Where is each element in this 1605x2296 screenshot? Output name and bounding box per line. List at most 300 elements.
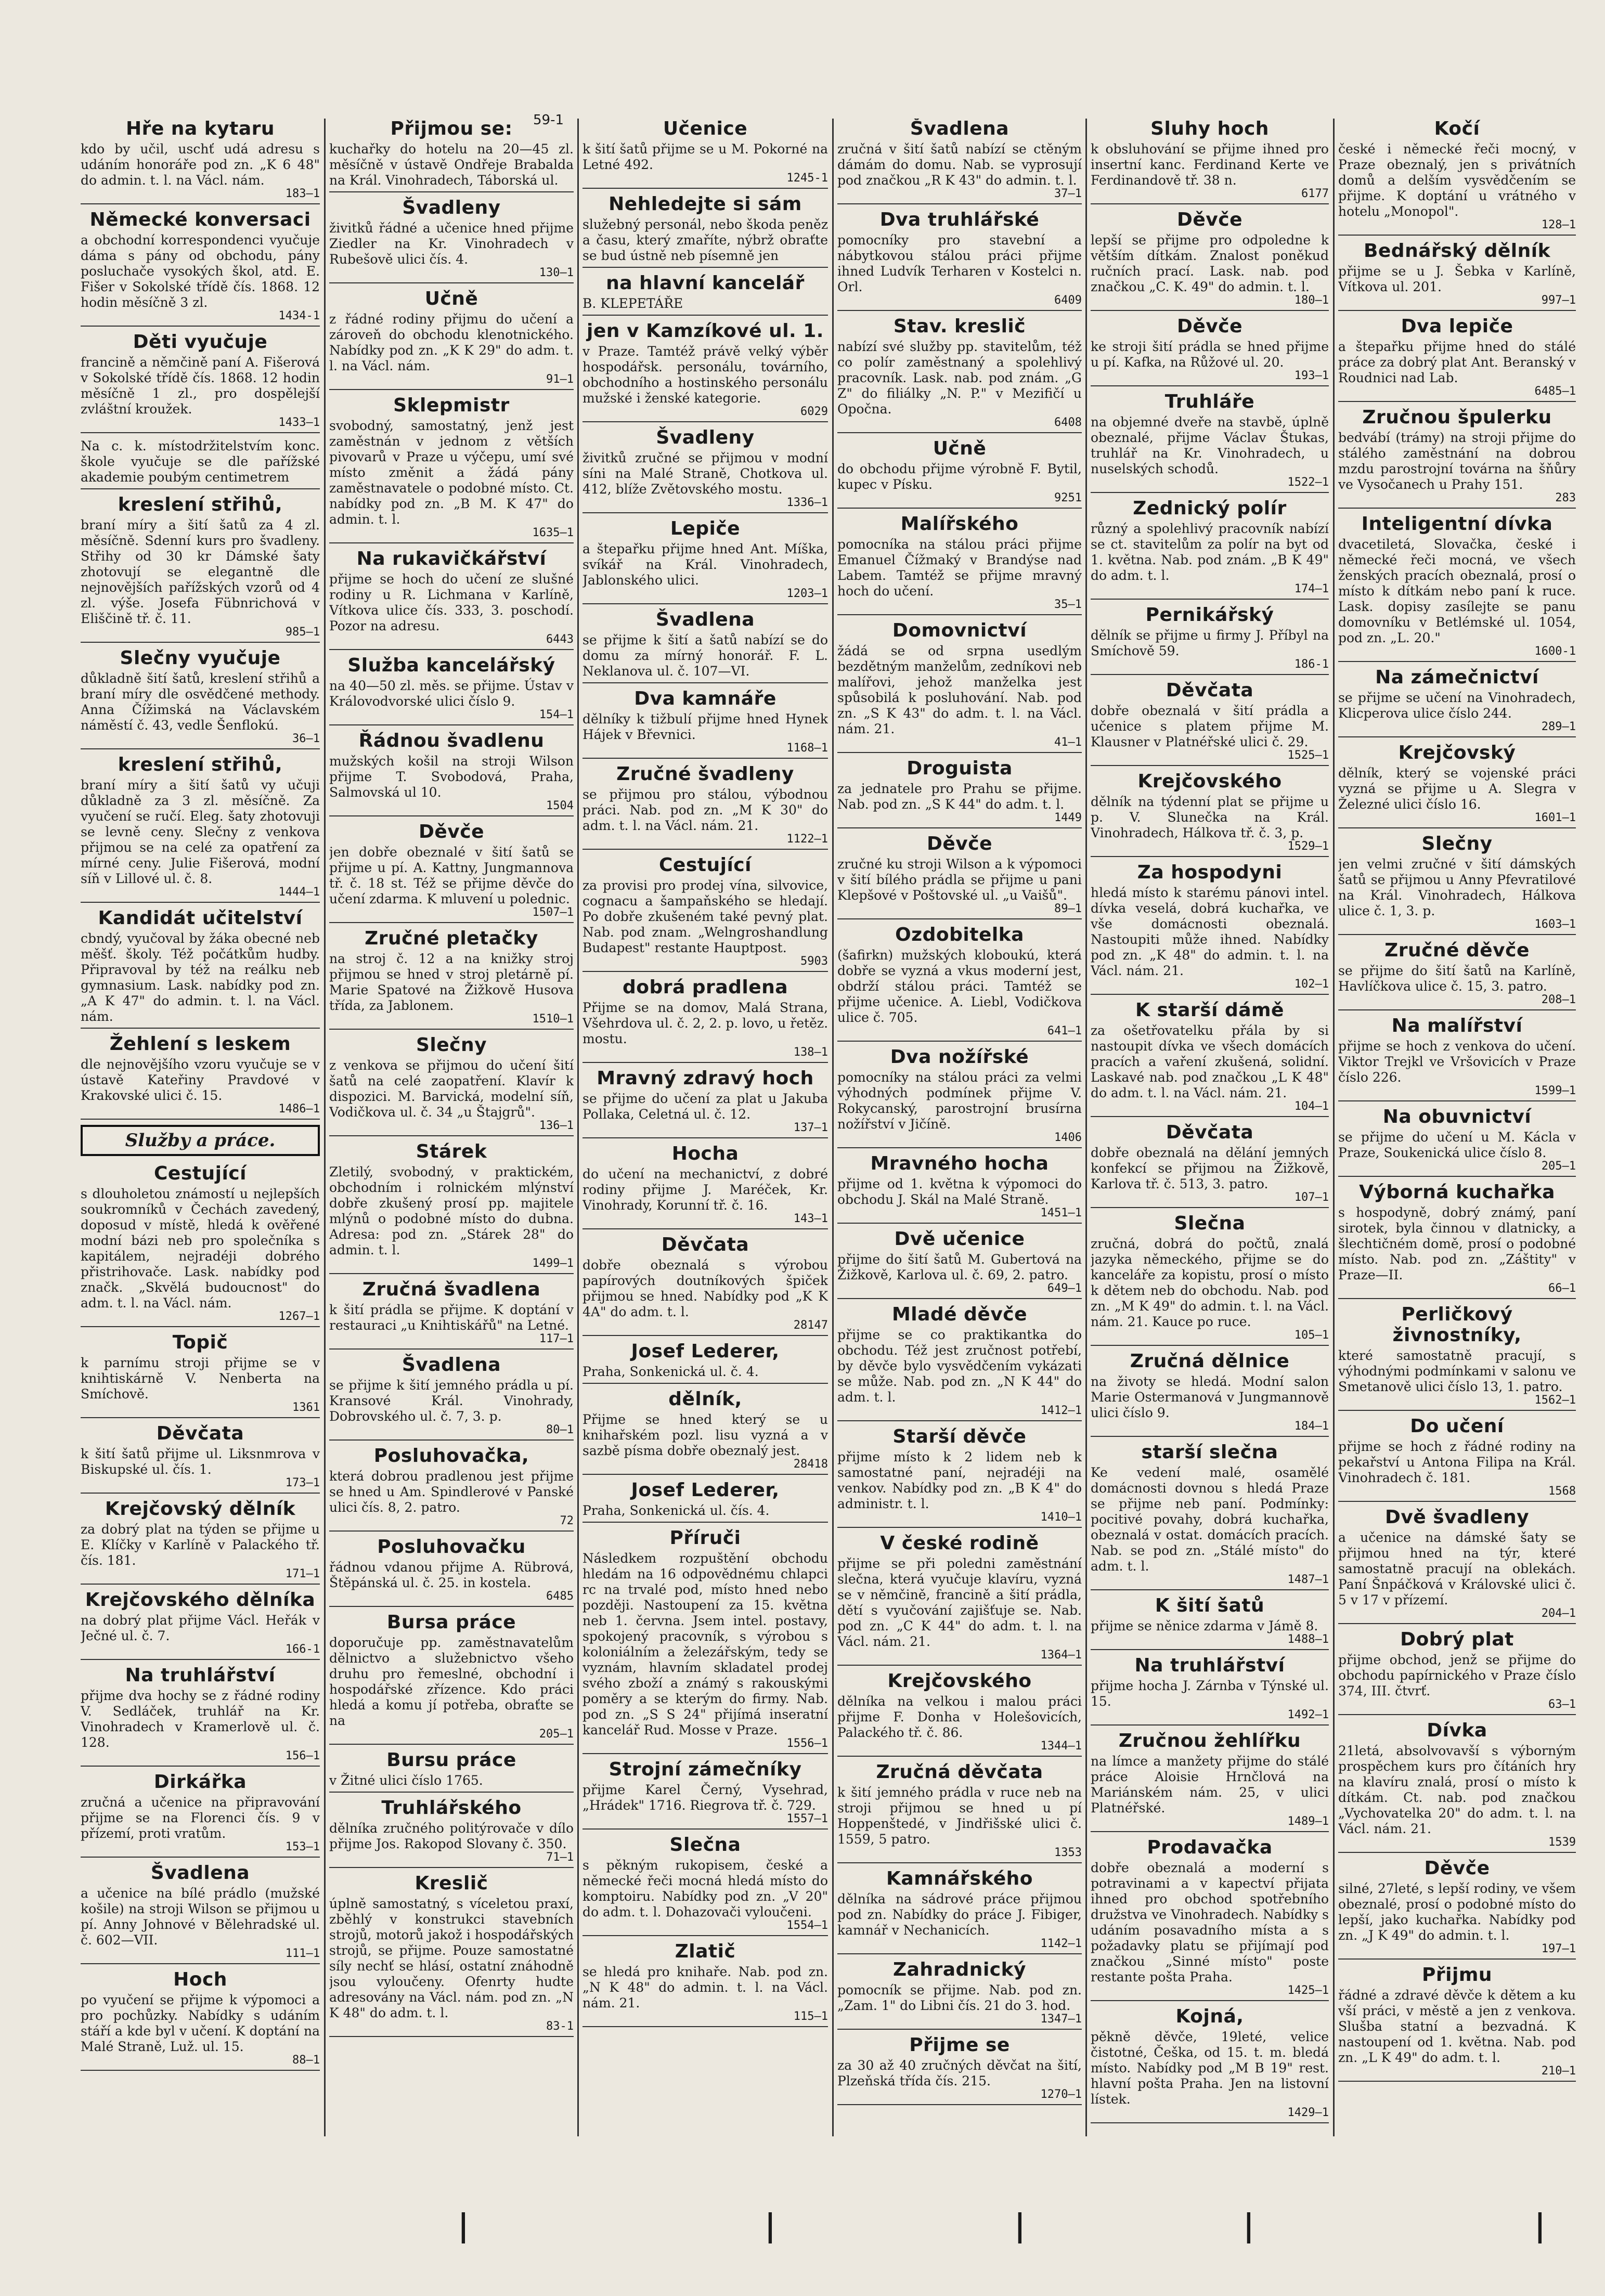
ad-title: Bursu práce (386, 1749, 516, 1771)
classified-ad (329, 1141, 574, 1274)
classified-ad (1338, 667, 1576, 737)
ad-code: 1562—1 (1534, 1394, 1576, 1407)
ad-separator (837, 1756, 1082, 1757)
ad-body: Na c. k. místodržitelstvím konc. škole vyučuje se dle pařížské akademie poubým centimetrem (81, 438, 320, 485)
ad-code: 1557—1 (786, 1812, 828, 1825)
column-4 (837, 119, 1082, 2136)
ad-body: přijme se u J. Šebka v Karlíně, Vítkova ul. 201. (1338, 264, 1576, 294)
ad-code: 1449 (1054, 811, 1082, 824)
bottom-mark: | (1243, 2208, 1254, 2244)
ad-code: 1270—1 (1040, 2088, 1082, 2101)
ad-separator (1338, 1298, 1576, 1299)
ad-code: 72 (560, 1514, 574, 1527)
ad-title: Sklepmistr (393, 395, 510, 416)
ad-title: Německé konversaci (89, 209, 311, 230)
classified-ad (1091, 316, 1329, 386)
ad-title: Dobrý plat (1400, 1629, 1514, 1650)
ad-separator (81, 1584, 320, 1585)
ad-body: s dlouholetou známostí u nejlepších soukromníků v Čechách zavedený, doposud v místě, hledá k ověřené modní bázi neb pro společníka s kapitálem, nejradéji dobrého přistrihovače. Lask. nabídky pod značk. „Skvělá budoucnost" do adm. t. l. na Václ. nám. (81, 1186, 320, 1311)
ad-separator (837, 1953, 1082, 1954)
ad-title: Hocha (671, 1143, 739, 1164)
ad-title: Na zámečnictví (1375, 667, 1539, 688)
ad-separator (1338, 1009, 1576, 1010)
ad-separator (583, 315, 828, 316)
ad-body: dle nejnovějšího vzoru vyučuje se v ústavě Kateřiny Pravdové v Krakovské ulici č. 15. (81, 1057, 320, 1103)
ad-title: Na truhlářství (125, 1665, 276, 1686)
ad-title: Krejčovského (1137, 771, 1282, 792)
ad-separator (1338, 508, 1576, 509)
classified-ad (1091, 605, 1329, 675)
ad-separator (1091, 1589, 1329, 1590)
classified-ad (81, 1665, 320, 1767)
ad-title: Kreslič (415, 1873, 488, 1894)
classified-ad (1091, 1122, 1329, 1208)
ad-title: Pernikářský (1145, 604, 1274, 626)
classified-ad (1338, 1416, 1576, 1502)
ad-title: Nehledejte si sám (609, 193, 802, 215)
ad-code: 183—1 (285, 187, 320, 200)
classified-ad (1338, 940, 1576, 1010)
ad-title: Krejčovského (887, 1670, 1032, 1692)
ad-title: Mladé děvče (891, 1304, 1028, 1325)
ad-title: Děvčata (1166, 680, 1254, 701)
ad-code: 1554—1 (786, 1919, 828, 1932)
ad-code: 1245-1 (786, 172, 828, 185)
classified-ad (329, 198, 574, 283)
ad-title: Kočí (1434, 119, 1480, 139)
ad-body: žádá se od srpna usedlým bezdětným manželům, zedníkovi neb malířovi, jehož manželka jest spůsobilá k posluhování. Nab. pod zn. „S K 43" do adm. t. l. na Václ. nám. 21. (837, 643, 1082, 736)
ad-title: Dva nožířské (890, 1046, 1029, 1068)
section-banner-label: Služby a práce. (125, 1130, 276, 1151)
ad-code: 205—1 (539, 1728, 574, 1741)
ad-body: se přijme se učení na Vinohradech, Klicperova ulice číslo 244. (1338, 690, 1576, 721)
ad-body: v Žitné ulici číslo 1765. (329, 1773, 483, 1788)
ad-separator (1091, 765, 1329, 766)
ad-title: Zručnou špulerku (1362, 407, 1552, 428)
ad-code: 63—1 (1548, 1698, 1576, 1711)
ad-separator (329, 815, 574, 816)
ad-separator (837, 1147, 1082, 1148)
ad-body: francině a němčině paní A. Fišerová v Sokolské třídě čís. 1868. 12 hodin měsíčně 1 zl., pro dospělejší zvláštní kroužek. (81, 355, 320, 417)
ad-title: Děvče (1176, 316, 1243, 337)
classified-ad (1091, 1442, 1329, 1590)
classified-ad (329, 1612, 574, 1745)
ad-body: různý a spolehlivý pracovník nabízí se ct. stavitelům za polír na byt od 1. května. Nab. pod znám. „B K 49" do adm. t. l. (1091, 521, 1329, 583)
classified-ad (1338, 316, 1576, 402)
ad-title: dobrá pradlena (622, 977, 788, 998)
ad-title: K šití šatů (1155, 1595, 1265, 1616)
ad-separator (329, 542, 574, 543)
ad-separator (1338, 827, 1576, 828)
classified-ad (583, 1480, 828, 1523)
classified-ad (1091, 771, 1329, 857)
ad-separator (81, 1417, 320, 1418)
ad-body: přijme se hoch z venkova do učení. Viktor Trejkl ve Vršovicích v Praze číslo 226. (1338, 1039, 1576, 1085)
ad-separator (837, 827, 1082, 828)
ad-title: Krejčovského dělníka (85, 1589, 316, 1611)
ad-separator (81, 1857, 320, 1858)
classified-ad (583, 855, 828, 972)
classified-ad (583, 977, 828, 1063)
ad-body: dělník, který se vojenské práci vyzná se přijme u A. Slegra v Železné ulici číslo 16. (1338, 766, 1576, 812)
ad-title: Děvčata (156, 1423, 244, 1444)
ad-code: 6443 (546, 633, 574, 646)
page-number: 59-1 (533, 112, 564, 128)
ad-title: Posluhovačku (377, 1536, 526, 1558)
ad-body: zručná, dobrá do počtů, znalá jazyka německého, přijme se do kanceláře za kopistu, prosí o místo k dětem neb do obchodu. Nab. pod zn. „M K 49" do admin. t. l. na Václ. nám. 21. Kauce po ruce. (1091, 1236, 1329, 1329)
ad-separator (1091, 385, 1329, 386)
ad-body: Následkem rozpuštění obchodu hledám na 16 odpovědnému chlapci rc na trvalé pod, místo hned nebo později. Nastoupení za 15. května neb 1. června. Jsem intel. postavy, spokojený pracovník, s výrobou s koloniálním a železářským, tedy se vyznám, hlavním skladatel prodej svého zboží a známý s rakouskými poměry a se kterým do firmy. Nab. pod zn. „S S 24" přijímá inseratní kancelář Rud. Mosse v Praze. (583, 1551, 828, 1737)
classified-ad (81, 1163, 320, 1327)
classified-ad (1338, 834, 1576, 935)
ad-separator (583, 1935, 828, 1936)
ad-body: které samostatně pracují, s výhodnými podmínkami v salonu ve Smetanově ulici číslo 13, 1. patro. (1338, 1348, 1576, 1394)
classified-ad (1091, 1595, 1329, 1650)
ad-code: 649—1 (1047, 1282, 1082, 1295)
ad-separator (837, 1041, 1082, 1042)
ad-title: Švadleny (656, 427, 755, 448)
classified-ad (81, 648, 320, 749)
ad-title: na hlavní kancelář (606, 273, 805, 294)
ad-body: se přijme do šití šatů na Karlíně, Havlíčkova ulice č. 15, 3. patro. (1338, 963, 1576, 994)
ad-body: přijme obchod, jenž se přijme do obchodu papírnického v Praze číslo 374, III. čtvrť. (1338, 1652, 1576, 1698)
classified-ad (837, 210, 1082, 311)
ad-title: Hoch (173, 1969, 227, 1990)
ad-body: lepší se přijme pro odpoledne k větším dítkám. Znalost poněkud ručních prací. Lask. nab. pod značkou „C. K. 49" do admin. t. l. (1091, 232, 1329, 294)
ad-title: Zednický polír (1133, 498, 1287, 519)
ad-title: Děvče (1176, 209, 1243, 230)
ad-body: k šití jemného prádla v ruce neb na stroji přijmou se hned u pí Hoppenštedé, v Jindřišské ulici č. 1559, 5 patro. (837, 1785, 1082, 1847)
ad-code: 1433—1 (278, 416, 320, 429)
ad-title: kreslení střihů, (118, 494, 283, 515)
ad-separator (837, 614, 1082, 615)
ad-separator (583, 1228, 828, 1229)
ad-title: Děti vyučuje (133, 331, 268, 353)
ad-code: 128—1 (1541, 218, 1576, 231)
ad-title: Stárek (416, 1141, 487, 1162)
classified-ad (583, 273, 828, 316)
ad-title: Zručná dělnice (1130, 1351, 1290, 1372)
ad-code: 6485—1 (1534, 385, 1576, 398)
ad-code: 153—1 (285, 1840, 320, 1853)
ad-code: 154—1 (539, 708, 574, 721)
ad-body: s pěkným rukopisem, české a německé řeči mocná hledá místo do komptoiru. Nabídky pod zn. „V 20" do adm. t. l. Dohazovači vyloučeni. (583, 1858, 828, 1919)
ad-title: Sluhy hoch (1150, 119, 1269, 139)
ad-title: Truhláře (1164, 391, 1255, 412)
ad-code: 1451—1 (1040, 1207, 1082, 1220)
ad-code: 208—1 (1541, 993, 1576, 1006)
ad-separator (329, 1867, 574, 1868)
classified-ad (1338, 1182, 1576, 1299)
bottom-mark: | (1014, 2208, 1026, 2244)
ad-separator (329, 1606, 574, 1607)
ad-code: 105—1 (1294, 1329, 1329, 1342)
ad-body: přijme od 1. května k výpomoci do obchodu J. Skál na Malé Straně. (837, 1176, 1082, 1207)
ad-title: Zručné švadleny (616, 763, 794, 785)
ad-separator (1338, 934, 1576, 935)
classified-ad (837, 1960, 1082, 2030)
classified-ad (1338, 1107, 1576, 1177)
ad-body: české i německé řeči mocný, v Praze obeznalý, jen s privátních domů a delším vysvědčením se přijme. K doptání u vrátného v hotelu „Monopol". (1338, 141, 1576, 219)
classified-ad (837, 834, 1082, 919)
ad-title: Zručnou žehlířku (1118, 1730, 1301, 1752)
ad-title: Dva lepiče (1401, 316, 1513, 337)
ad-code: 1122—1 (786, 833, 828, 846)
ad-body: živitků řádné a učenice hned přijme Ziedler na Kr. Vinohradech v Rubešově ulici čís. 4. (329, 220, 574, 267)
ad-separator (1091, 2000, 1329, 2001)
ad-code: 1522—1 (1287, 476, 1329, 489)
column-rule (832, 119, 834, 2136)
ad-separator (1091, 203, 1329, 204)
classified-ad (1091, 1213, 1329, 1346)
ad-title: Droguista (907, 758, 1013, 779)
ad-code: 997—1 (1541, 294, 1576, 307)
classified-ad (837, 1533, 1082, 1666)
bottom-mark: | (458, 2208, 469, 2244)
ad-title: Perličkový živnostníky, (1392, 1304, 1522, 1346)
ad-code: 1507—1 (532, 906, 574, 919)
ad-title: Učenice (663, 119, 748, 139)
classified-ad (583, 518, 828, 604)
ad-separator (583, 1137, 828, 1138)
ad-code: 102—1 (1294, 978, 1329, 991)
ad-separator (329, 191, 574, 192)
ad-code: 1353 (1054, 1846, 1082, 1859)
ad-separator (1091, 1207, 1329, 1208)
ad-separator (1338, 1176, 1576, 1177)
classified-ad (1091, 392, 1329, 493)
ad-separator (837, 508, 1082, 509)
ad-separator (81, 203, 320, 204)
classified-ad (1338, 119, 1576, 236)
classified-ad (81, 1863, 320, 1964)
ad-code: 83-1 (546, 2020, 574, 2033)
section-banner (81, 1125, 320, 1156)
classified-ad (1091, 1000, 1329, 1117)
classified-ad (583, 1941, 828, 2027)
ad-code: 1434-1 (278, 309, 320, 322)
ad-code: 1344—1 (1040, 1740, 1082, 1753)
ad-title: Truhlářského (381, 1797, 522, 1819)
ad-title: Domovnictví (892, 620, 1027, 641)
ad-separator (329, 649, 574, 650)
ad-body: Praha, Sonkenická ul. čís. 4. (583, 1503, 770, 1518)
ad-title: Do učení (1410, 1416, 1504, 1437)
classified-ad (329, 549, 574, 650)
classified-ad (837, 1153, 1082, 1224)
ad-code: 1444—1 (278, 886, 320, 899)
ad-separator (583, 758, 828, 759)
ad-body: a učenice na dámské šaty se přijmou hned na týr, které samostatně pracují na oblekách. Paní Šnpáčková v Královské ulici č. 5 v 17 v přízemí. (1338, 1530, 1576, 1607)
ad-separator (583, 1753, 828, 1754)
classified-ad (81, 119, 320, 204)
classified-ad (329, 119, 574, 192)
ad-title: Švadlena (910, 119, 1009, 139)
classified-ad (329, 1750, 574, 1793)
classified-ad (1338, 241, 1576, 311)
ad-separator (81, 1028, 320, 1029)
ad-title: Přijmu (1422, 1964, 1492, 1986)
ad-body: řádné a zdravé děvče k dětem a ku vší práci, v městě a jen z venkova. Slušba statní a bezvadná. K nastoupení od 1. května. Nab. pod zn. „L K 49" do adm. t. l. (1338, 1988, 1576, 2065)
ad-body: se přijme do učení za plat u Jakuba Pollaka, Celetná ul. č. 12. (583, 1091, 828, 1122)
ad-title: Prodavačka (1147, 1837, 1273, 1858)
ad-body: dobře obeznalá v šití prádla a učenice s platem přijme M. Klausner v Platnéřské ulici č. 29. (1091, 703, 1329, 749)
ad-body: na životy se hledá. Modní salon Marie Ostermanová v Jungmannově ulici číslo 9. (1091, 1374, 1329, 1420)
ad-separator (329, 1273, 574, 1274)
ad-code: 184—1 (1294, 1420, 1329, 1433)
classified-ad (329, 1355, 574, 1441)
ad-code: 6409 (1054, 294, 1082, 307)
ad-title: Topič (172, 1332, 228, 1353)
ad-title: Bursa práce (386, 1612, 516, 1633)
ad-separator (1091, 1831, 1329, 1832)
classified-ad (329, 289, 574, 390)
ad-body: za provisi pro prodej vína, silvovice, cognacu a šampaňského se hledají. Po dobře zkušeném také pevný plat. Nab. pod znam. „Welngroshandlung Budapest" restante Hauptpost. (583, 878, 828, 955)
ad-separator (81, 488, 320, 489)
ad-separator (329, 1029, 574, 1030)
ad-title: Stav. kreslič (893, 316, 1026, 337)
ad-separator (1091, 1724, 1329, 1726)
ad-body: a štepařku přijme hned Ant. Míška, svíkář na Král. Vinohradech, Jablonského ulici. (583, 541, 828, 588)
classified-ad (583, 1389, 828, 1475)
ad-title: Cestující (659, 854, 752, 876)
classified-ad (837, 2035, 1082, 2105)
classified-ad (81, 755, 320, 903)
ad-body: na límce a manžety přijme do stálé práce Aloisie Hrnčlová na Mariánském nám. 25, v ulici Platnéřské. (1091, 1754, 1329, 1815)
classified-ad (81, 1772, 320, 1858)
ad-body: 21letá, absolvovavší s výborným prospěchem kurs pro čítáních hry na klavíru znalá, prosí o místo k dítkám. Ct. nab. pod značkou „Vychovatelka 20" do adm. t. l. na Václ. nám. 21. (1338, 1743, 1576, 1836)
ad-separator (81, 1659, 320, 1660)
classified-ad (837, 514, 1082, 615)
ad-title: Příruči (669, 1527, 741, 1549)
ad-code: 1635—1 (532, 526, 574, 539)
classified-ad (1091, 680, 1329, 766)
ad-body: silné, 27leté, s lepší rodiny, ve všem obeznalé, prosí o podobné místo do lepší, jako kuchařka. Nabídky pod zn. „J K 49" do admin. t. l. (1338, 1881, 1576, 1943)
ad-separator (1338, 1100, 1576, 1101)
ad-code: 88—1 (292, 2054, 320, 2067)
ad-title: Učně (933, 438, 987, 459)
ad-code: 186-1 (1294, 658, 1329, 671)
ad-separator (583, 512, 828, 513)
ad-body: přijme Karel Černý, Vysehrad, „Hrádek" 1716. Riegrova tř. č. 729. (583, 1782, 828, 1813)
ad-title: Dívka (1427, 1720, 1487, 1741)
ad-title: Kamnářského (886, 1868, 1033, 1889)
ad-separator (81, 2070, 320, 2071)
ad-code: 111—1 (285, 1947, 320, 1960)
ad-code: 6485 (546, 1590, 574, 1603)
ad-separator (81, 1766, 320, 1767)
newspaper-page (81, 112, 1576, 2136)
ad-body: za jednatele pro Prahu se přijme. Nab. pod zn. „S K 44" do adm. t. l. (837, 781, 1082, 812)
ad-title: Učně (424, 288, 478, 309)
ad-body: dobře obeznalá na dělání jemných konfekcí se přijmou na Žižkově, Karlova tř. č. 513, 3. patro. (1091, 1145, 1329, 1191)
classified-ad (583, 1144, 828, 1229)
ad-title: Přijmou se: (390, 119, 513, 139)
ad-separator (329, 1348, 574, 1350)
ad-separator (1338, 1410, 1576, 1411)
classified-ad (837, 1671, 1082, 1757)
ad-body: se přijmou pro stálou, výbodnou práci. Nab. pod zn. „M K 30" do adm. t. l. na Václ. nám. 21. (583, 787, 828, 833)
ad-body: a obchodní korrespondenci vyučuje dáma s pány od obchodu, pány posluchače vysokých škol, atd. E. Fišer v Sokolské třídě čís. 1868. 12 hodin měsíčně 3 zl. (81, 232, 320, 310)
classified-ad (81, 1969, 320, 2071)
ad-title: Dva kamnáře (634, 688, 776, 709)
ad-body: svobodný, samostatný, jenž jest zaměstnán v jednom z větších pivovarů v Praze u výčepu, umí své místo změnit a žádá pány zaměstnavatele o podobné místo. Ct. nabídky pod zn. „B M. K 47" do admin. t. l. (329, 418, 574, 527)
ad-body: braní míry a šití šatů za 4 zl. měsíčně. Sdenní kurs pro švadleny. Střihy od 30 kr Dámské šaty zhotovují se elegantně dle nejnovějších pařížských vzorů od 4 zl. výše. Josefa Fübnrichová v Eliščině tř. č. 11. (81, 517, 320, 626)
ad-separator (81, 748, 320, 749)
ad-code: 66—1 (1548, 1282, 1576, 1295)
ad-body: k šití šatů přijme ul. Liksnmrova v Biskupské ul. čís. 1. (81, 1446, 320, 1477)
ad-title: Starší děvče (892, 1426, 1027, 1447)
ad-body: k šití prádla se přijme. K doptání v restauraci „u Knihtiskářů" na Letné. (329, 1302, 574, 1333)
ad-code: 283 (1555, 491, 1576, 504)
ad-separator (837, 2104, 1082, 2105)
ad-code: 28147 (793, 1319, 828, 1332)
ad-code: 9251 (1054, 491, 1082, 504)
ad-code: 1406 (1054, 1131, 1082, 1144)
ad-code: 193—1 (1294, 369, 1329, 382)
classified-ad (329, 822, 574, 923)
ad-code: 197—1 (1541, 1942, 1576, 1955)
ad-code: 1504 (546, 799, 574, 812)
ad-body: hledá místo k starému pánovi intel. dívka veselá, dobrá kuchařka, ve vše domácnosti obeznalá. Nastoupiti může ihned. Nabídky pod zn. „K 48" do admin. t. l. na Václ. nám. 21. (1091, 885, 1329, 978)
ad-code: 80—1 (546, 1423, 574, 1436)
classified-ad (1338, 743, 1576, 828)
classified-ad (583, 321, 828, 422)
ad-title: Dva truhlářské (879, 209, 1040, 230)
ad-separator (81, 1493, 320, 1494)
classified-ad (81, 1499, 320, 1585)
ad-separator (1091, 1436, 1329, 1437)
classified-ad (81, 908, 320, 1029)
ad-body: mužských košil na stroji Wilson přijme T. Svobodová, Praha, Salmovská ul 10. (329, 754, 574, 800)
classified-ad (583, 1528, 828, 1754)
column-1 (81, 119, 320, 2136)
ad-title: Děvče (418, 821, 485, 842)
ad-body: na dobrý plat přijme Václ. Heřák v Ječné ul. č. 7. (81, 1613, 320, 1643)
ad-title: Švadlena (402, 1354, 501, 1376)
ad-title: Cestující (154, 1163, 247, 1184)
ad-title: Bednářský dělník (1363, 240, 1551, 262)
ad-code: 28418 (793, 1458, 828, 1471)
ad-title: Děvčata (661, 1234, 749, 1255)
ad-code: 1492—1 (1287, 1708, 1329, 1721)
ad-body: ke stroji šití prádla se hned přijme u pí. Kafka, na Růžové ul. 20. (1091, 339, 1329, 370)
ad-separator (837, 1665, 1082, 1666)
ad-title: Na rukavičkářství (356, 548, 547, 569)
ad-separator (837, 918, 1082, 919)
ad-separator (329, 389, 574, 390)
ad-title: Na obuvnictví (1382, 1106, 1532, 1127)
ad-separator (583, 421, 828, 422)
ad-code: 1364—1 (1040, 1649, 1082, 1662)
ad-separator (1091, 856, 1329, 857)
ad-separator (837, 752, 1082, 753)
ad-body: se přijme k šití jemného prádla u pí. Kransové Král. Vinohrady, Dobrovského ul. č. 7, 3. p. (329, 1378, 574, 1424)
ad-body: přijme místo k 2 lidem neb k samostatné paní, nejradéji na venkov. Nabídky pod zn. „B K 4" do administr. t. l. (837, 1449, 1082, 1511)
ad-body: po vyučení se přijme k výpomoci a pro pochůzky. Nabídky s udáním stáří a kde byl v učení. K doptání na Malé Straně, Luž. ul. 15. (81, 1992, 320, 2054)
classified-ad (837, 758, 1082, 828)
ad-code: 1336—1 (786, 496, 828, 509)
ad-separator (1091, 1345, 1329, 1346)
ad-body: Praha, Sonkenická ul. č. 4. (583, 1364, 759, 1379)
ad-code: 6408 (1054, 416, 1082, 429)
ad-code: 138—1 (793, 1046, 828, 1059)
ad-title: Josef Lederer, (631, 1480, 780, 1501)
ad-title: Děvčata (1166, 1122, 1254, 1143)
ad-code: 104—1 (1294, 1100, 1329, 1113)
ad-code: 174—1 (1294, 582, 1329, 595)
ad-code: 156—1 (285, 1749, 320, 1762)
